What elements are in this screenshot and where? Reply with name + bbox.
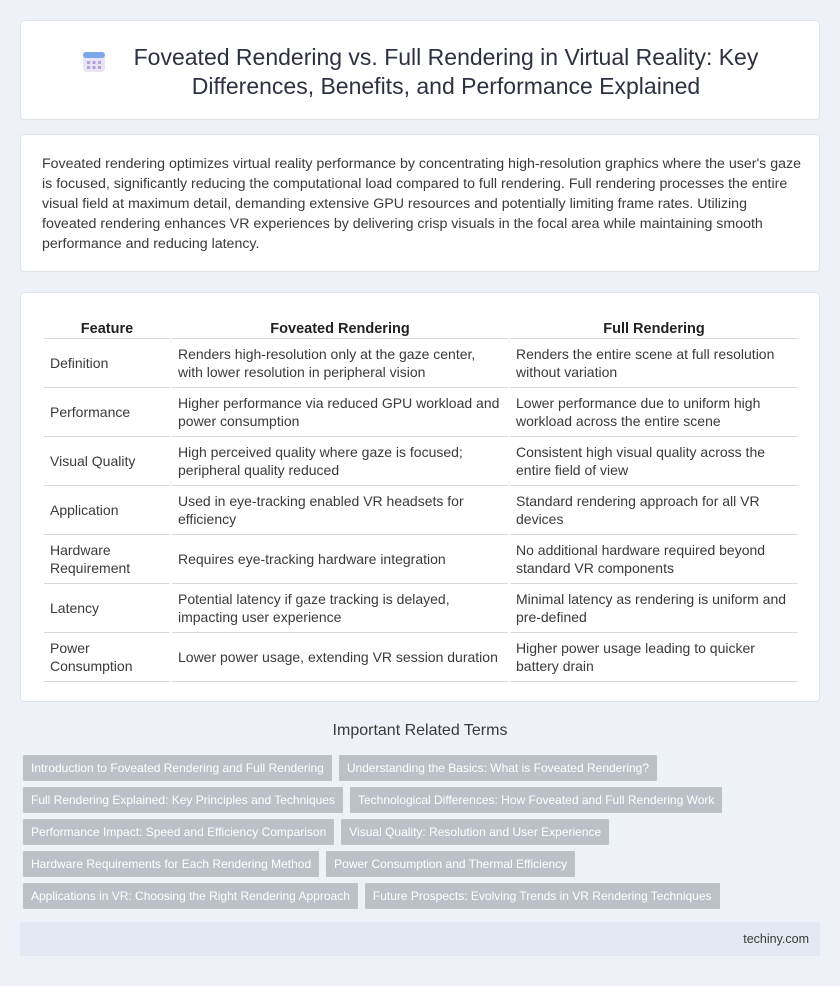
related-term-link[interactable]: Understanding the Basics: What is Foveated Rendering? bbox=[339, 755, 657, 781]
row-feature: Latency bbox=[44, 584, 170, 633]
related-term-link[interactable]: Visual Quality: Resolution and User Experience bbox=[341, 819, 609, 845]
row-foveated: Potential latency if gaze tracking is delayed, impacting user experience bbox=[172, 584, 508, 633]
table-row bbox=[44, 437, 798, 486]
table-row bbox=[44, 486, 798, 535]
related-term-link[interactable]: Future Prospects: Evolving Trends in VR Rendering Techniques bbox=[365, 883, 720, 909]
related-term-link[interactable]: Power Consumption and Thermal Efficiency bbox=[326, 851, 575, 877]
row-feature: Hardware Requirement bbox=[44, 535, 170, 584]
related-term-link[interactable]: Introduction to Foveated Rendering and Full Rendering bbox=[23, 755, 332, 781]
related-terms-heading: Important Related Terms bbox=[332, 722, 508, 739]
related-term-link[interactable]: Full Rendering Explained: Key Principles and Techniques bbox=[23, 787, 343, 813]
comparison-table bbox=[42, 313, 800, 682]
column-header-feature: Feature bbox=[44, 313, 170, 339]
table-row bbox=[44, 584, 798, 633]
intro-paragraph: Foveated rendering optimizes virtual reality performance by concentrating high-resolution graphics where the user's gaze is focused, significantly reducing the computational load compared to full rendering. Full rendering processes the entire visual field at maximum detail, demanding extensive GPU resources and potentially limiting frame rates. Utilizing foveated rendering enhances VR experiences by delivering crisp visuals in the focal area while maintaining smooth performance and reducing latency. bbox=[42, 156, 801, 252]
row-full: Higher power usage leading to quicker battery drain bbox=[510, 633, 798, 682]
title-card bbox=[20, 20, 820, 120]
row-full: Renders the entire scene at full resolution without variation bbox=[510, 339, 798, 388]
row-foveated: High perceived quality where gaze is focused; peripheral quality reduced bbox=[172, 437, 508, 486]
table-row bbox=[44, 339, 798, 388]
row-foveated: Lower power usage, extending VR session duration bbox=[172, 633, 508, 682]
row-foveated: Used in eye-tracking enabled VR headsets for efficiency bbox=[172, 486, 508, 535]
term-row bbox=[23, 819, 823, 845]
row-full: Lower performance due to uniform high workload across the entire scene bbox=[510, 388, 798, 437]
footer-site-name[interactable]: techiny.com bbox=[743, 932, 809, 946]
related-term-link[interactable]: Performance Impact: Speed and Efficiency Comparison bbox=[23, 819, 334, 845]
row-feature: Power Consumption bbox=[44, 633, 170, 682]
row-foveated: Higher performance via reduced GPU workload and power consumption bbox=[172, 388, 508, 437]
table-header-row bbox=[44, 313, 798, 339]
row-full: Minimal latency as rendering is uniform and pre-defined bbox=[510, 584, 798, 633]
footer bbox=[20, 922, 820, 956]
row-full: No additional hardware required beyond standard VR components bbox=[510, 535, 798, 584]
table-row bbox=[44, 535, 798, 584]
column-header-full: Full Rendering bbox=[510, 313, 798, 339]
related-term-link[interactable]: Hardware Requirements for Each Rendering Method bbox=[23, 851, 319, 877]
row-feature: Performance bbox=[44, 388, 170, 437]
related-terms-list bbox=[23, 755, 823, 915]
row-full: Consistent high visual quality across the entire field of view bbox=[510, 437, 798, 486]
column-header-foveated: Foveated Rendering bbox=[172, 313, 508, 339]
row-foveated: Renders high-resolution only at the gaze center, with lower resolution in peripheral vision bbox=[172, 339, 508, 388]
term-row bbox=[23, 755, 823, 781]
term-row bbox=[23, 787, 823, 813]
row-feature: Application bbox=[44, 486, 170, 535]
row-feature: Definition bbox=[44, 339, 170, 388]
term-row bbox=[23, 851, 823, 877]
page-title: Foveated Rendering vs. Full Rendering in Virtual Reality: Key Differences, Benefits, and Performance Explained bbox=[133, 44, 759, 99]
related-term-link[interactable]: Applications in VR: Choosing the Right Rendering Approach bbox=[23, 883, 358, 909]
comparison-table-card bbox=[20, 292, 820, 702]
intro-card bbox=[20, 134, 820, 272]
table-row bbox=[44, 633, 798, 682]
table-row bbox=[44, 388, 798, 437]
related-term-link[interactable]: Technological Differences: How Foveated and Full Rendering Work bbox=[350, 787, 722, 813]
row-feature: Visual Quality bbox=[44, 437, 170, 486]
row-foveated: Requires eye-tracking hardware integration bbox=[172, 535, 508, 584]
row-full: Standard rendering approach for all VR devices bbox=[510, 486, 798, 535]
term-row bbox=[23, 883, 823, 909]
